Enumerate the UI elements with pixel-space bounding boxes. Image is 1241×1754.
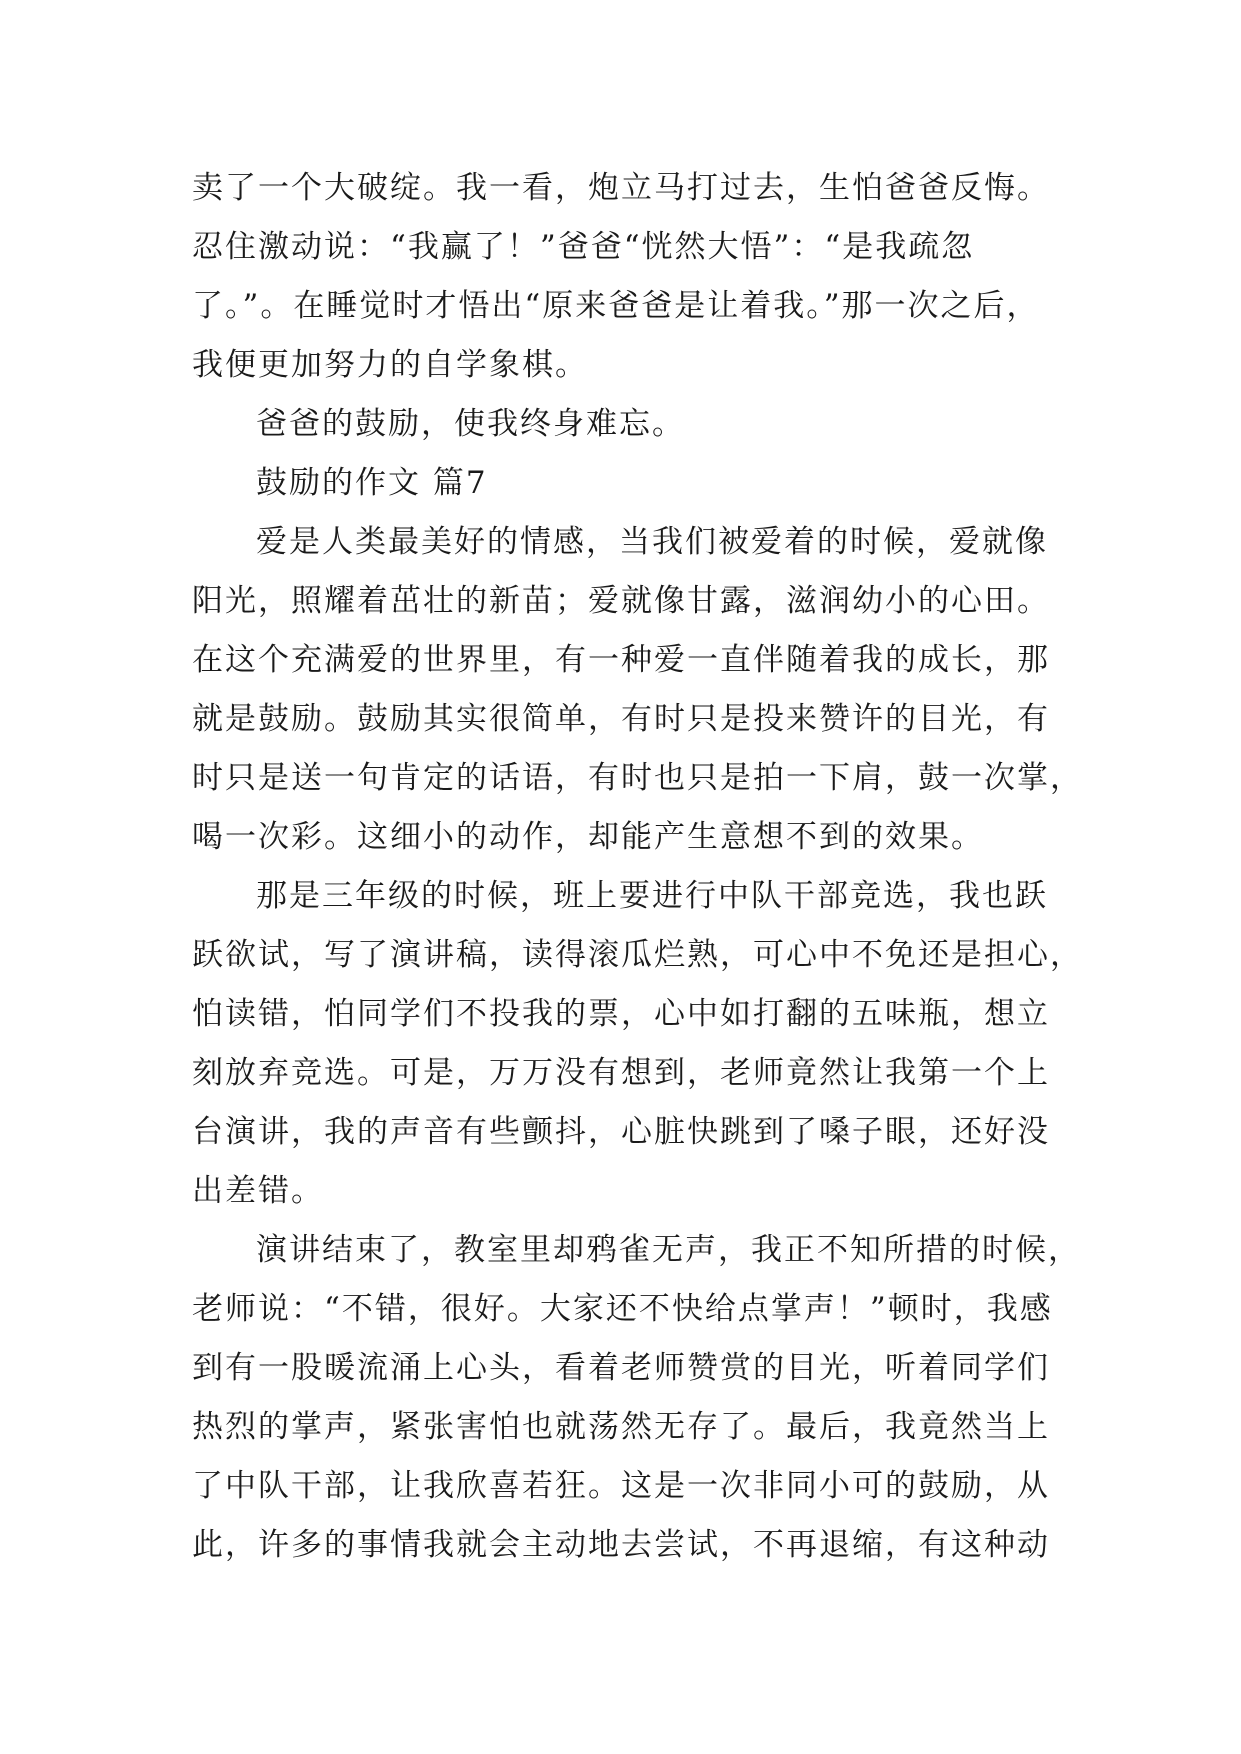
text-line: 出差错。 [192,1173,324,1209]
text-line: 忍住激动说：“我赢了！”爸爸“恍然大悟”：“是我疏忽 [192,229,975,265]
text-line: 那是三年级的时候，班上要进行中队干部竞选，我也跃 [256,878,1048,914]
text-line: 刻放弃竞选。可是，万万没有想到，老师竟然让我第一个上 [192,1055,1050,1091]
text-line: 阳光，照耀着茁壮的新苗；爱就像甘露，滋润幼小的心田。 [192,583,1050,619]
text-line: 就是鼓励。鼓励其实很简单，有时只是投来赞许的目光，有 [192,701,1050,737]
text-line: 老师说：“不错，很好。大家还不快给点掌声！”顿时，我感 [192,1291,1053,1327]
text-line: 卖了一个大破绽。我一看，炮立马打过去，生怕爸爸反悔。 [192,170,1050,206]
text-line: 鼓励的作文 篇7 [256,465,488,501]
paragraph [192,159,1052,395]
text-line: 跃欲试，写了演讲稿，读得滚瓜烂熟，可心中不免还是担心， [192,937,1083,973]
text-line: 了。”。在睡觉时才悟出“原来爸爸是让着我。”那一次之后， [192,288,1040,324]
text-line: 此，许多的事情我就会主动地去尝试，不再退缩，有这种动 [192,1527,1050,1563]
paragraph [192,395,1052,454]
text-line: 怕读错，怕同学们不投我的票，心中如打翻的五味瓶，想立 [192,996,1050,1032]
text-line: 热烈的掌声，紧张害怕也就荡然无存了。最后，我竟然当上 [192,1409,1050,1445]
text-line: 喝一次彩。这细小的动作，却能产生意想不到的效果。 [192,819,984,855]
text-line: 演讲结束了，教室里却鸦雀无声，我正不知所措的时候， [256,1232,1081,1268]
paragraph [192,454,1052,513]
paragraph [192,867,1083,1221]
paragraph [192,1221,1081,1575]
paragraph [192,513,1083,867]
text-line: 在这个充满爱的世界里，有一种爱一直伴随着我的成长，那 [192,642,1050,678]
text-line: 了中队干部，让我欣喜若狂。这是一次非同小可的鼓励，从 [192,1468,1050,1504]
text-line: 台演讲，我的声音有些颤抖，心脏快跳到了嗓子眼，还好没 [192,1114,1050,1150]
text-line: 爸爸的鼓励，使我终身难忘。 [256,406,685,442]
body-text [192,159,1083,1575]
text-line: 时只是送一句肯定的话语，有时也只是拍一下肩，鼓一次掌， [192,760,1083,796]
text-line: 到有一股暖流涌上心头，看着老师赞赏的目光，听着同学们 [192,1350,1050,1386]
text-line: 我便更加努力的自学象棋。 [192,347,588,383]
text-line: 爱是人类最美好的情感，当我们被爱着的时候，爱就像 [256,524,1048,560]
